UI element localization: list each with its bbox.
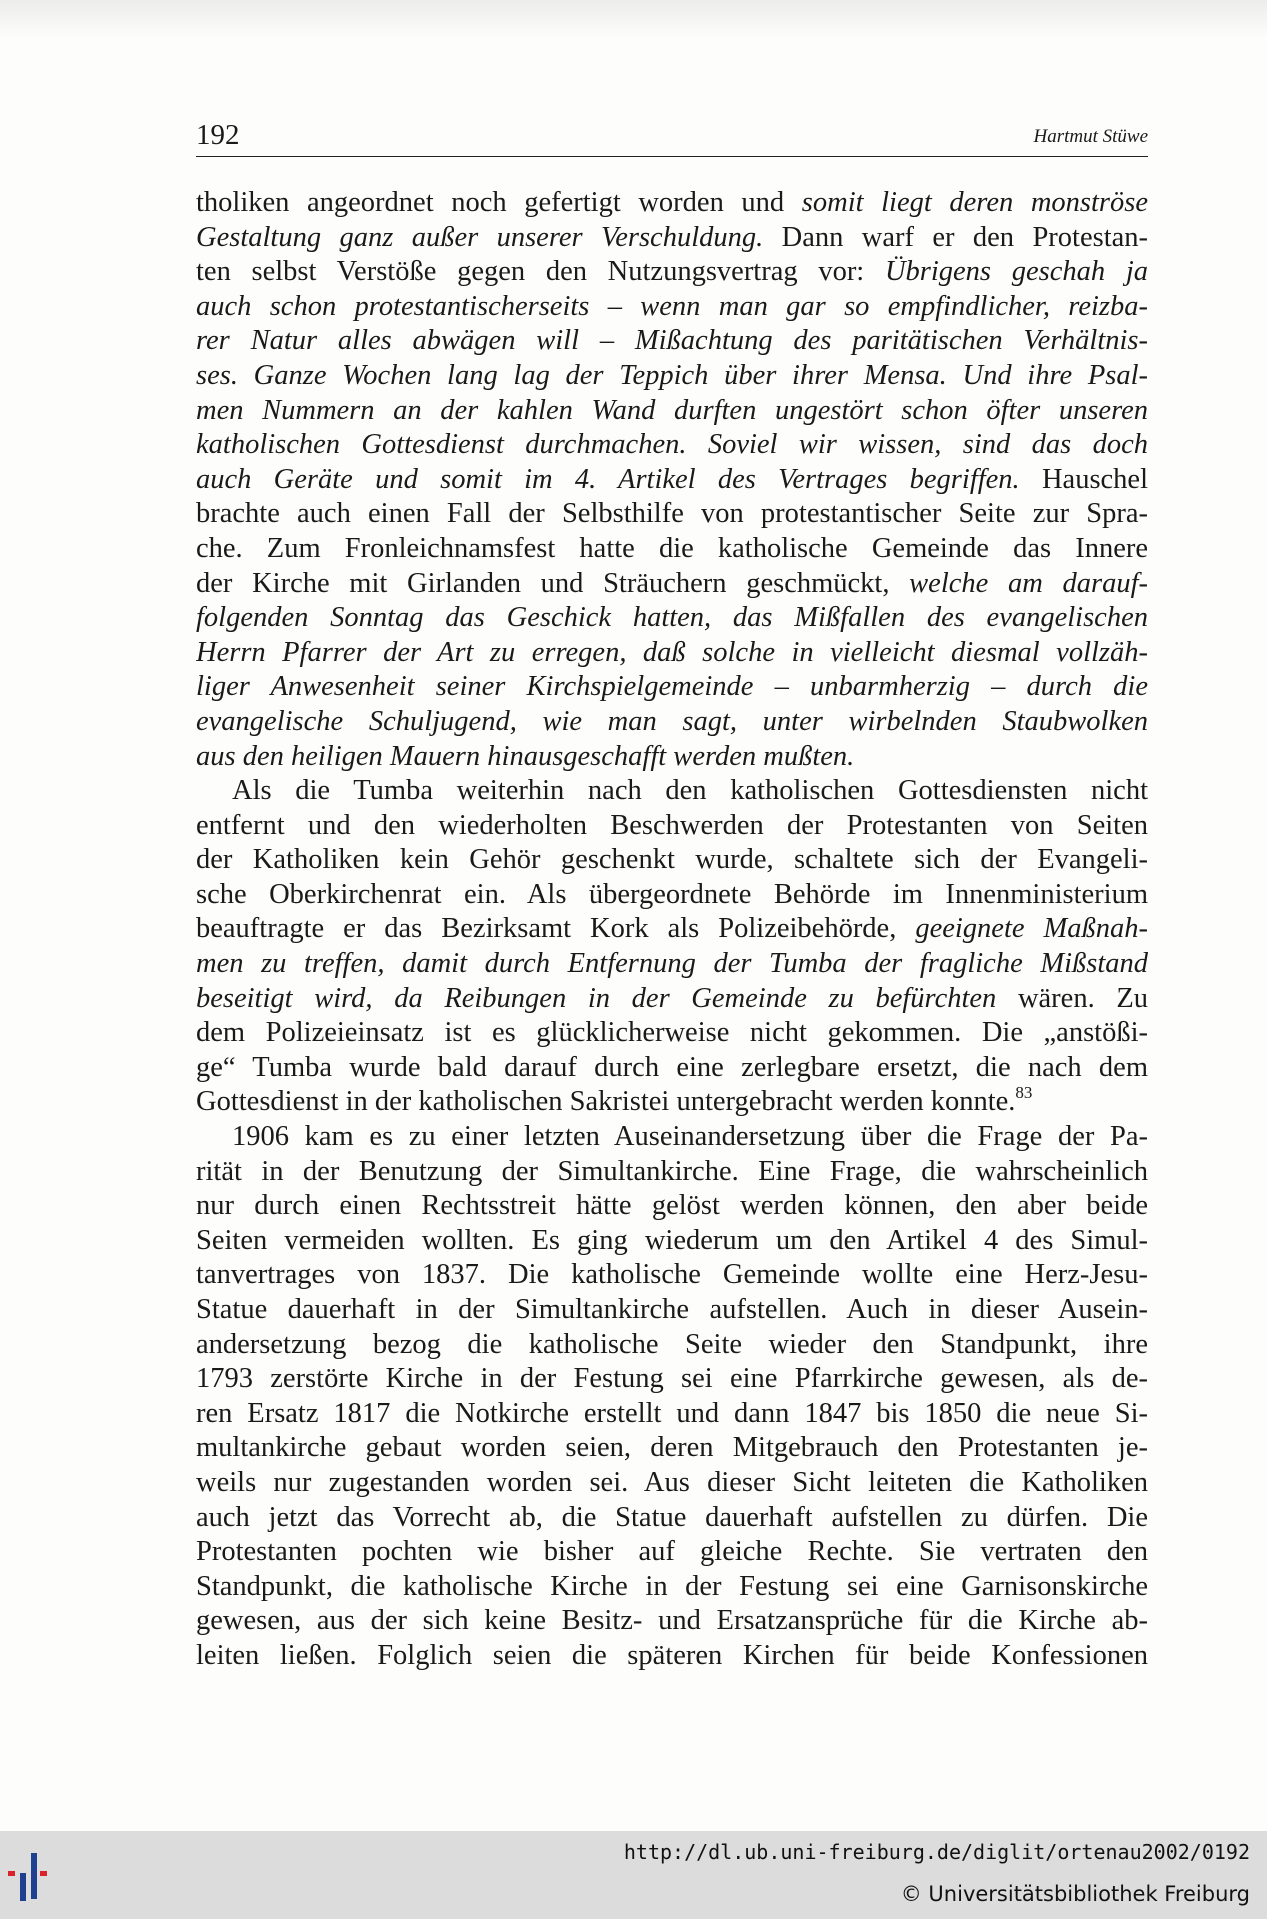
- text-line: [196, 912, 1148, 947]
- text-line: [196, 1189, 1148, 1224]
- italic-quote: folgenden Sonntag das Geschick hatten, das Mißfallen des evangelischen: [196, 602, 1148, 634]
- text-line: [196, 1639, 1148, 1674]
- footer-bar: [0, 1831, 1267, 1919]
- text-run: ren Ersatz 1817 die Notkirche erstellt und dann 1847 bis 1850 die neue Si-: [196, 1397, 1148, 1429]
- text-line: [196, 1328, 1148, 1363]
- italic-quote: katholischen Gottesdienst durchmachen. Soviel wir wissen, sind das doch: [196, 429, 1148, 461]
- italic-quote: auch Geräte und somit im 4. Artikel des Vertrages begriffen.: [196, 463, 1020, 495]
- text-line: [196, 1431, 1148, 1466]
- italic-quote: ses. Ganze Wochen lang lag der Teppich über ihrer Mensa. Und ihre Psal-: [196, 359, 1148, 391]
- text-run: Seiten vermeiden wollten. Es ging wiederum um den Artikel 4 des Simul-: [196, 1224, 1148, 1256]
- body-text: [196, 186, 1148, 1674]
- text-line: [196, 774, 1148, 809]
- italic-quote: liger Anwesenheit seiner Kirchspielgemeinde – unbarmherzig – durch die: [196, 671, 1148, 703]
- scan-top-shadow: [0, 0, 1267, 38]
- italic-quote: Herrn Pfarrer der Art zu erregen, daß solche in vielleicht diesmal vollzäh-: [196, 636, 1148, 668]
- text-run: Gottesdienst in der katholischen Sakristei untergebracht werden konnte.: [196, 1086, 1016, 1118]
- text-line: [196, 601, 1148, 636]
- text-line: [196, 532, 1148, 567]
- text-run: der Katholiken kein Gehör geschenkt wurde, schaltete sich der Evangeli-: [196, 844, 1148, 876]
- text-run: 1793 zerstörte Kirche in der Festung sei eine Pfarrkirche gewesen, als de-: [196, 1363, 1148, 1395]
- text-run: beauftragte er das Bezirksamt Kork als Polizeibehörde,: [196, 913, 916, 945]
- text-line: [196, 636, 1148, 671]
- text-run: der Kirche mit Girlanden und Sträuchern geschmückt,: [196, 567, 910, 599]
- italic-quote: men zu treffen, damit durch Entfernung der Tumba der fragliche Mißstand: [196, 948, 1148, 980]
- text-run: rität in der Benutzung der Simultankirche. Eine Frage, die wahrscheinlich: [196, 1155, 1148, 1187]
- italic-quote: aus den heiligen Mauern hinausgeschafft werden mußten.: [196, 740, 855, 772]
- text-line: [196, 705, 1148, 740]
- text-run: auch jetzt das Vorrecht ab, die Statue dauerhaft aufstellen zu dürfen. Die: [196, 1501, 1148, 1533]
- text-line: [196, 186, 1148, 221]
- italic-quote: rer Natur alles abwägen will – Mißachtung des paritätischen Verhältnis-: [196, 325, 1148, 357]
- text-line: [196, 809, 1148, 844]
- text-run: andersetzung bezog die katholische Seite wieder den Standpunkt, ihre: [196, 1328, 1148, 1360]
- text-line: [196, 1362, 1148, 1397]
- text-line: [196, 1258, 1148, 1293]
- text-run: tanvertrages von 1837. Die katholische Gemeinde wollte eine Herz-Jesu-: [196, 1259, 1148, 1291]
- page-header: [196, 118, 1148, 157]
- text-run: wären. Zu: [996, 982, 1148, 1014]
- footnote-marker: 83: [1015, 1085, 1033, 1103]
- text-run: ge“ Tumba wurde bald darauf durch eine zerlegbare ersetzt, die nach dem: [196, 1051, 1148, 1083]
- italic-quote: somit liegt deren monströse: [801, 187, 1148, 218]
- text-run: entfernt und den wiederholten Beschwerden der Protestanten von Seiten: [196, 809, 1148, 841]
- italic-quote: welche am darauf-: [909, 567, 1148, 599]
- text-run: Protestanten pochten wie bisher auf gleiche Rechte. Sie vertraten den: [196, 1536, 1148, 1568]
- text-line: [196, 1570, 1148, 1605]
- text-line: [196, 1016, 1148, 1051]
- running-head-author: Hartmut Stüwe: [1033, 126, 1148, 147]
- text-run: Hauschel: [1019, 463, 1148, 495]
- text-line: [196, 1155, 1148, 1190]
- text-line: [196, 1224, 1148, 1259]
- text-line: [196, 567, 1148, 602]
- text-line: [196, 1085, 1148, 1120]
- text-line: [196, 1604, 1148, 1639]
- text-line: [196, 1466, 1148, 1501]
- text-line: [196, 878, 1148, 913]
- permalink-url-link[interactable]: http://dl.ub.uni-freiburg.de/diglit/ortenau2002/0192: [623, 1840, 1250, 1864]
- text-line: [196, 1397, 1148, 1432]
- text-run: 1906 kam es zu einer letzten Auseinandersetzung über die Frage der Pa-: [232, 1121, 1148, 1153]
- text-line: [196, 947, 1148, 982]
- text-line: [196, 1120, 1148, 1155]
- text-run: che. Zum Fronleichnamsfest hatte die katholische Gemeinde das Innere: [196, 532, 1148, 564]
- text-run: weils nur zugestanden worden sei. Aus dieser Sicht leiteten die Katholiken: [196, 1466, 1148, 1498]
- ub-freiburg-logo-icon: [0, 1843, 80, 1903]
- text-run: Dann warf er den Protestan-: [763, 221, 1148, 253]
- italic-quote: geeignete Maßnah-: [915, 913, 1148, 945]
- text-line: [196, 394, 1148, 429]
- text-line: [196, 428, 1148, 463]
- italic-quote: Übrigens geschah ja: [884, 256, 1148, 288]
- italic-quote: Gestaltung ganz außer unserer Verschuldung.: [196, 221, 764, 253]
- text-run: Statue dauerhaft in der Simultankirche aufstellen. Auch in dieser Ausein-: [196, 1294, 1148, 1325]
- text-line: [196, 359, 1148, 394]
- text-run: Als die Tumba weiterhin nach den katholischen Gottesdiensten nicht: [232, 775, 1148, 807]
- text-line: [196, 324, 1148, 359]
- italic-quote: men Nummern an der kahlen Wand durften ungestört schon öfter unseren: [196, 394, 1148, 426]
- text-line: [196, 1293, 1148, 1328]
- italic-quote: evangelische Schuljugend, wie man sagt, unter wirbelnden Staubwolken: [196, 705, 1148, 737]
- text-run: brachte auch einen Fall der Selbsthilfe von protestantischer Seite zur Spra-: [196, 498, 1148, 530]
- text-run: dem Polizeieinsatz ist es glücklicherweise nicht gekommen. Die „anstößi-: [196, 1017, 1148, 1049]
- text-run: gewesen, aus der sich keine Besitz- und Ersatzansprüche für die Kirche ab-: [196, 1605, 1148, 1637]
- text-line: [196, 290, 1148, 325]
- text-line: [196, 255, 1148, 290]
- text-run: nur durch einen Rechtsstreit hätte gelöst werden können, den aber beide: [196, 1190, 1148, 1222]
- page-number: 192: [196, 119, 240, 151]
- text-line: [196, 497, 1148, 532]
- text-line: [196, 1501, 1148, 1536]
- italic-quote: beseitigt wird, da Reibungen in der Gemeinde zu befürchten: [196, 982, 997, 1014]
- text-run: Standpunkt, die katholische Kirche in der Festung sei eine Garnisonskirche: [196, 1570, 1148, 1602]
- text-line: [196, 221, 1148, 256]
- text-line: [196, 670, 1148, 705]
- text-line: [196, 1535, 1148, 1570]
- text-run: leiten ließen. Folglich seien die späteren Kirchen für beide Konfessionen: [196, 1639, 1148, 1671]
- text-line: [196, 982, 1148, 1017]
- text-line: [196, 463, 1148, 498]
- text-line: [196, 843, 1148, 878]
- text-line: [196, 740, 1148, 775]
- text-line: [196, 1051, 1148, 1086]
- text-run: sche Oberkirchenrat ein. Als übergeordnete Behörde im Innenministerium: [196, 878, 1148, 910]
- copyright-notice: © Universitätsbibliothek Freiburg: [900, 1882, 1250, 1906]
- text-run: multankirche gebaut worden seien, deren Mitgebrauch den Protestanten je-: [196, 1432, 1148, 1464]
- text-run: ten selbst Verstöße gegen den Nutzungsvertrag vor:: [196, 256, 885, 288]
- italic-quote: auch schon protestantischerseits – wenn man gar so empfindlicher, reizba-: [196, 290, 1148, 322]
- text-run: tholiken angeordnet noch gefertigt worden und: [196, 187, 802, 218]
